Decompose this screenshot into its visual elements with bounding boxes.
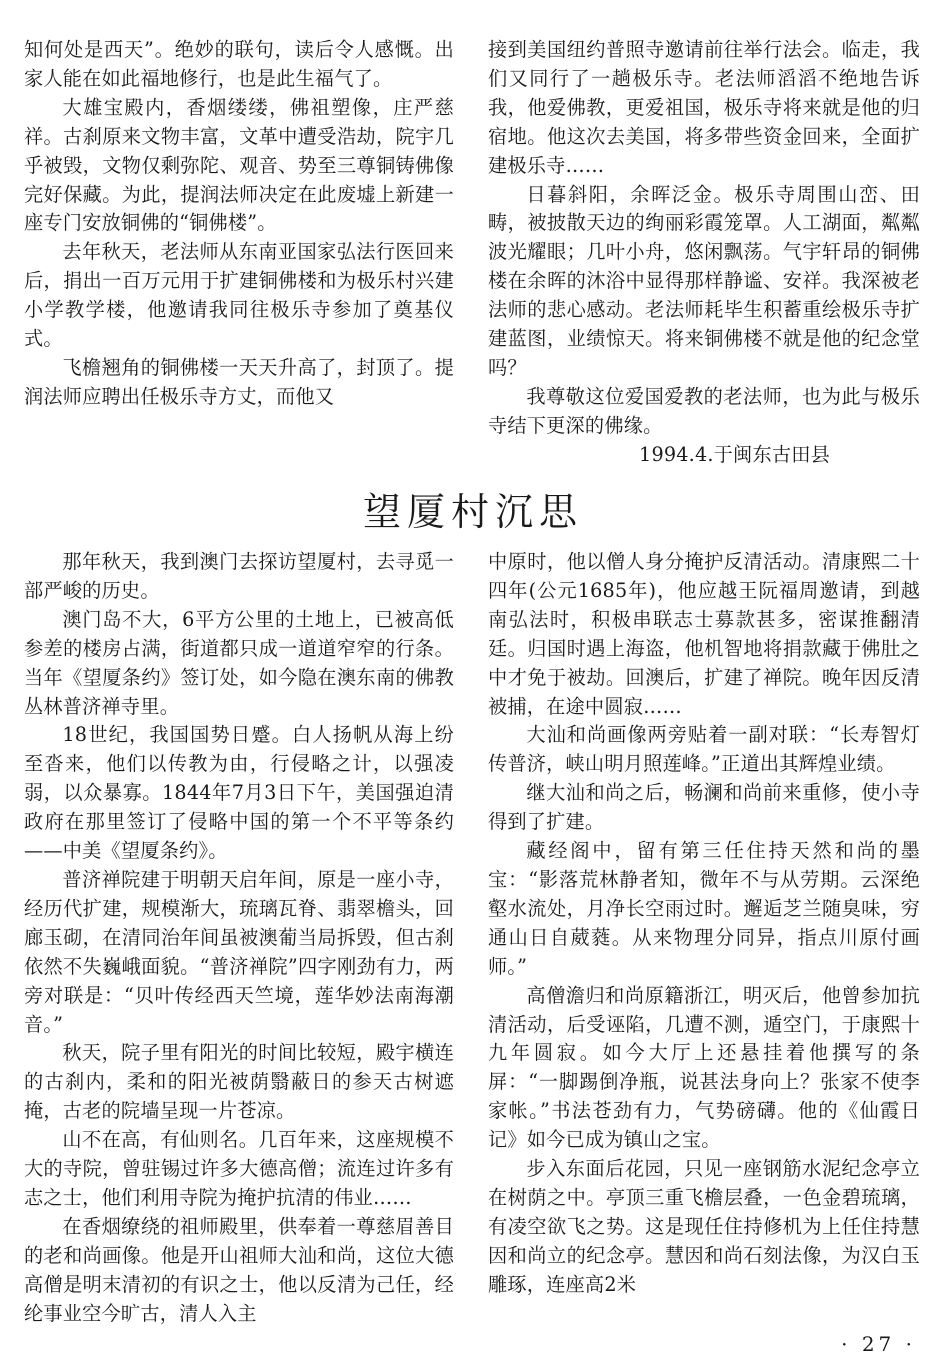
paragraph: 日暮斜阳，余晖泛金。极乐寺周围山峦、田畴，被披散天边的绚丽彩霞笼罩。人工湖面，粼粼波光耀眼；几叶小舟，悠闲飘荡。气宇轩昂的铜佛楼在余晖的沐浴中显得那样静谧、安祥。我深被老法师的悲心感动。老法师耗毕生积蓄重绘极乐寺扩建蓝图，业绩惊天。将来铜佛楼不就是他的纪念堂吗？: [488, 182, 920, 379]
paragraph: 知何处是西天”。绝妙的联句，读后令人感慨。出家人能在如此福地修行，也是此生福气了。: [24, 38, 454, 90]
paragraph: 去年秋天，老法师从东南亚国家弘法行医回来后，捐出一百万元用于扩建铜佛楼和为极乐村兴建小学教学楼，他邀请我同往极乐寺参加了奠基仪式。: [24, 240, 454, 351]
paragraph: 高僧澹归和尚原籍浙江，明灭后，他曾参加抗清活动，后受诬陷，几遭不测，遁空门，于康熙十九年圆寂。如今大厅上还悬挂着他撰写的条屏：“一脚踢倒净瓶，说甚法身向上？张家不使李家帐。”书法苍劲有力，气势磅礴。他的《仙霞日记》如今已成为镇山之宝。: [488, 983, 920, 1152]
paragraph: 大汕和尚画像两旁贴着一副对联：“长寿智灯传普济，峡山明月照莲峰。”正道出其辉煌业绩。: [488, 723, 920, 776]
paragraph: 秋天，院子里有阳光的时间比较短，殿宇横连的古刹内，柔和的阳光被荫翳蔽日的参天古树遮掩，古老的院墙呈现一片苍凉。: [24, 1041, 454, 1123]
page-number: · 27 ·: [841, 1332, 916, 1356]
article2-right-column: [488, 548, 920, 1300]
article-title: 望厦村沉思: [362, 490, 583, 534]
article1-right-column: [488, 36, 920, 470]
paragraph: 步入东面后花园，只见一座钢筋水泥纪念亭立在树荫之中。亭顶三重飞檐层叠，一色金碧琉璃，有凌空欲飞之势。这是现任住持修机为上任住持慧因和尚立的纪念亭。慧因和尚石刻法像，为汉白玉雕琢，连座高2米: [488, 1157, 920, 1296]
article-date: 1994.4.于闽东古田县: [639, 442, 830, 466]
paragraph: 在香烟缭绕的祖师殿里，供奉着一尊慈眉善目的老和尚画像。他是开山祖师大汕和尚，这位大德高僧是明末清初的有识之士，他以反清为己任，经纶事业空今旷古，清人入主: [24, 1214, 454, 1325]
paragraph: 我尊敬这位爱国爱教的老法师，也为此与极乐寺结下更深的佛缘。: [488, 384, 920, 437]
paragraph: 继大汕和尚之后，畅澜和尚前来重修，使小寺得到了扩建。: [488, 781, 920, 834]
paragraph: 山不在高，有仙则名。几百年来，这座规模不大的寺院，曾驻锡过许多大德高僧；流连过许多有志之士，他们利用寺院为掩护抗清的伟业……: [24, 1128, 454, 1209]
paragraph: 澳门岛不大，6平方公里的土地上，已被高低参差的楼房占满，街道都只成一道道窄窄的行条。当年《望厦条约》签订处，如今隐在澳东南的佛教丛林普济禅寺里。: [24, 607, 454, 718]
article2-left-column: [24, 548, 454, 1328]
paragraph: 接到美国纽约普照寺邀请前往举行法会。临走，我们又同行了一趟极乐寺。老法师滔滔不绝地告诉我，他爱佛教，更爱祖国，极乐寺将来就是他的归宿地。他这次去美国，将多带些资金回来，全面扩建极乐寺……: [488, 38, 920, 177]
paragraph: 中原时，他以僧人身分掩护反清活动。清康熙二十四年(公元1685年)，他应越王阮福周邀请，到越南弘法时，积极串联志士募款甚多，密谋推翻清廷。归国时遇上海盗，他机智地将捐款藏于佛肚之中才免于被劫。回澳后，扩建了禅院。晚年因反清被捕，在途中圆寂……: [488, 550, 920, 718]
paragraph: 大雄宝殿内，香烟缕缕，佛祖塑像，庄严慈祥。古刹原来文物丰富，文革中遭受浩劫，院宇几乎被毁，文物仅剩弥陀、观音、势至三尊铜铸佛像完好保藏。为此，提润法师决定在此废墟上新建一座专门安放铜佛的“铜佛楼”。: [24, 95, 454, 235]
paragraph: 那年秋天，我到澳门去探访望厦村，去寻觅一部严峻的历史。: [24, 550, 454, 602]
article1-left-column: [24, 36, 454, 412]
paragraph: 普济禅院建于明朝天启年间，原是一座小寺，经历代扩建，规模渐大，琉璃瓦脊、翡翠檐头，回廊玉砌，在清同治年间虽被澳葡当局拆毁，但古刹依然不失巍峨面貌。“普济禅院”四字刚劲有力，两旁对联是：“贝叶传经西天竺境，莲华妙法南海潮音。”: [24, 867, 454, 1036]
paragraph: 飞檐翘角的铜佛楼一天天升高了，封顶了。提润法师应聘出任极乐寺方丈，而他又: [24, 355, 454, 408]
paragraph: 藏经阁中，留有第三任住持天然和尚的墨宝：“影落荒林静者知，微年不与从劳期。云深绝壑水流处，月净长空雨过时。邂逅芝兰随臭味，穷通山日自葳蕤。从来物理分同异，指点川原付画师。”: [488, 839, 920, 978]
paragraph: 18世纪，我国国势日蹙。白人扬帆从海上纷至沓来，他们以传教为由，行侵略之计，以强凌弱，以众暴寡。1844年7月3日下午，美国强迫清政府在那里签订了侵略中国的第一个不平等条约——中美《望厦条约》。: [24, 723, 454, 863]
